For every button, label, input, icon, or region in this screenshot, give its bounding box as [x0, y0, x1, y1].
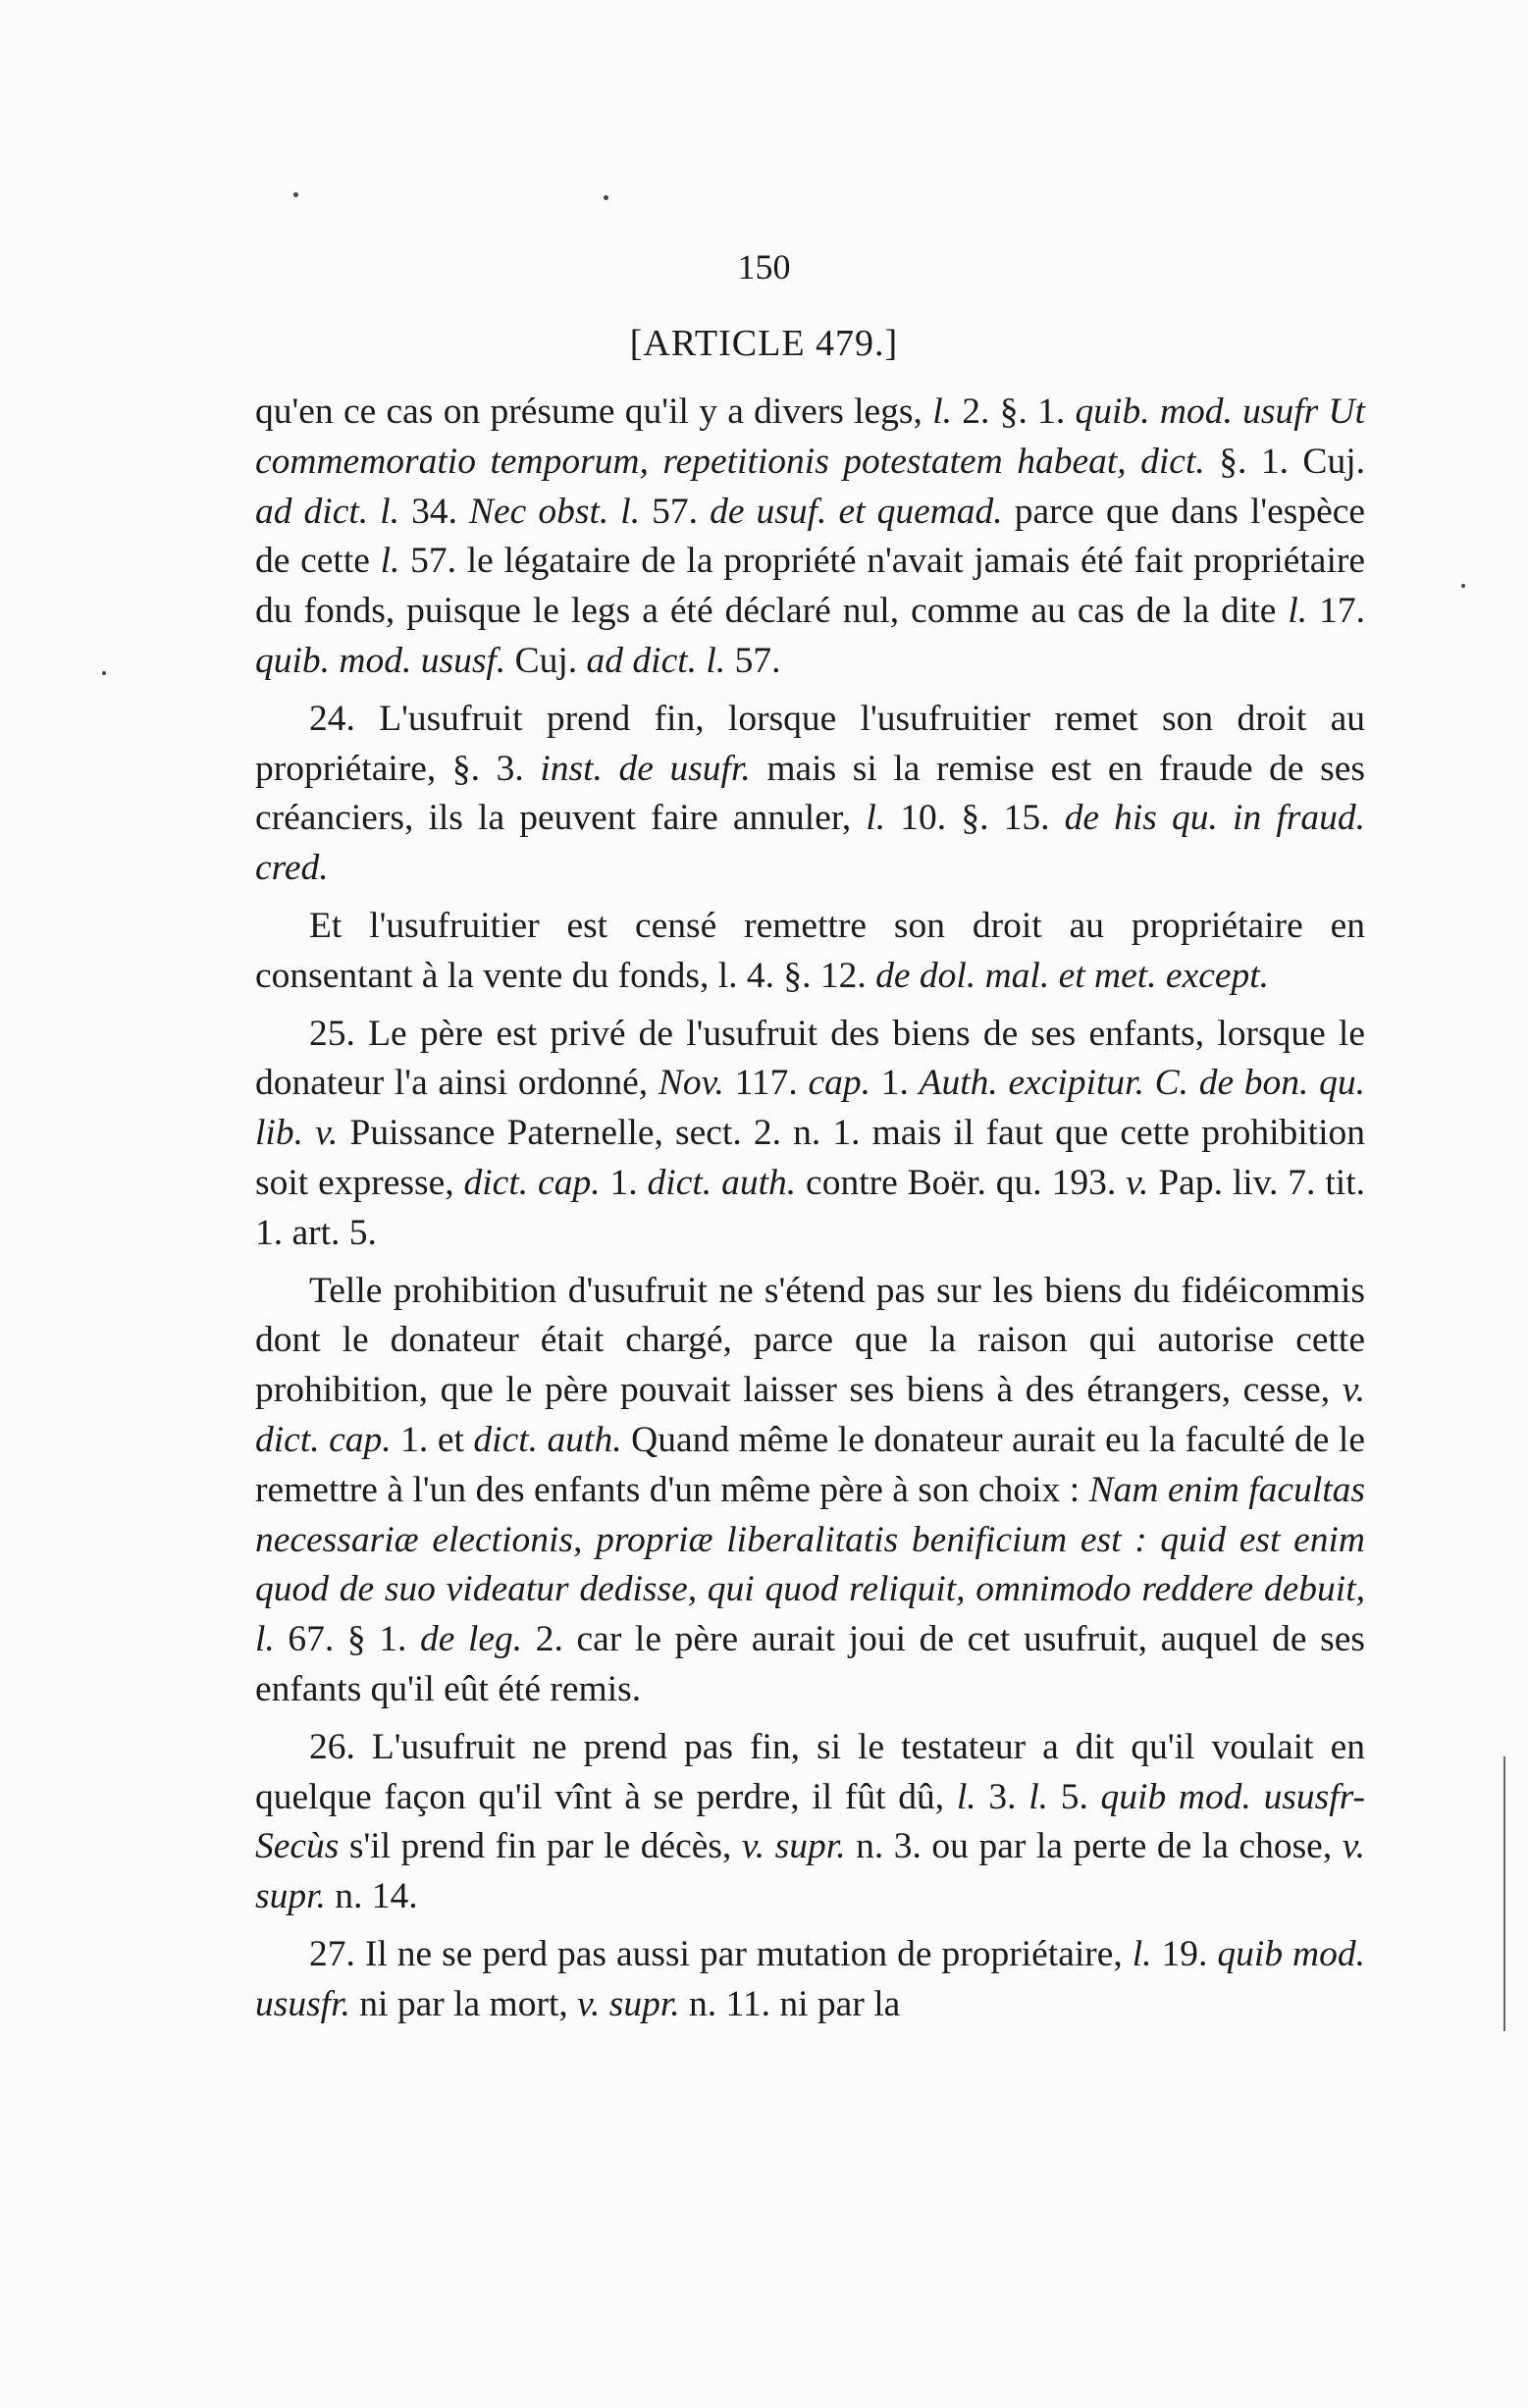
paragraph: [255, 1010, 1365, 1259]
text-run: Puissance Paternelle, sect. 2. n. 1. mais il faut que cette prohibition soit expresse,: [255, 1113, 1365, 1203]
italic-citation: v.: [1126, 1162, 1149, 1203]
italic-citation: Nov.: [658, 1063, 724, 1104]
paragraph: [255, 902, 1365, 1002]
text-run: 10. §. 15.: [885, 798, 1065, 839]
italic-citation: l.: [932, 392, 952, 432]
italic-citation: l.: [866, 798, 886, 839]
italic-citation: v. supr.: [741, 1826, 846, 1867]
italic-citation: l.: [380, 541, 400, 582]
text-run: §. 1. Cuj.: [1204, 441, 1365, 482]
scan-edge-line: [1503, 1756, 1505, 2031]
italic-citation: de usuf. et quemad.: [710, 491, 1003, 532]
italic-citation: v. supr.: [577, 1983, 680, 2024]
ink-speck: [102, 671, 106, 675]
ink-speck: [604, 195, 608, 200]
text-run: Pap. liv. 7. tit. 1. art. 5.: [255, 1162, 1365, 1253]
italic-citation: ad dict. l.: [586, 640, 726, 681]
text-run: mais si la remise est en fraude de ses créanciers, ils la peuvent faire annuler,: [255, 748, 1366, 839]
text-run: 2. §. 1.: [951, 392, 1076, 432]
page-number: 150: [737, 247, 791, 287]
italic-citation: cap.: [808, 1063, 871, 1104]
paragraph: [255, 1723, 1365, 1922]
text-run: Telle prohibition d'usufruit ne s'étend pas sur les biens du fidéicommis dont le donateur était chargé, parce que la raison qui autorise cette prohibition, que le père pouvait laisser ses biens à des étrangers, cesse,: [255, 1270, 1365, 1411]
running-head: [ARTICLE 479.]: [629, 323, 899, 364]
text-run: n. 3. ou par la perte de la chose,: [845, 1826, 1343, 1867]
text-run: 25. Le père est privé de l'usufruit des biens de ses enfants, lorsque le donateur l'a ainsi ordonné,: [255, 1013, 1365, 1104]
italic-citation: v. supr.: [255, 1826, 1365, 1917]
italic-citation: ad dict. l.: [255, 491, 400, 532]
italic-citation: l.: [1288, 591, 1308, 632]
text-run: 5.: [1048, 1776, 1101, 1817]
italic-citation: quib mod. ususfr- Secùs: [255, 1776, 1366, 1867]
italic-citation: quib. mod. usufr Ut commemoratio temporum, repetitionis potestatem habeat, dict.: [255, 392, 1366, 482]
italic-citation: dict. auth.: [647, 1162, 797, 1203]
text-run: 1. et: [391, 1419, 474, 1460]
paragraph: [255, 388, 1365, 687]
italic-citation: l.: [956, 1776, 976, 1817]
paragraph: [255, 1930, 1365, 2030]
text-run: 19.: [1151, 1933, 1218, 1974]
italic-citation: Nam enim facultas necessariæ electionis, propriæ liberalitatis benificium est : quid est enim quod de suo videatur dedisse, qui quod reliquit, omnimodo reddere debuit, l.: [255, 1469, 1366, 1660]
text-run: 57.: [725, 640, 781, 681]
text-run: 17.: [1307, 591, 1366, 632]
text-run: 26. L'usufruit ne prend pas fin, si le testateur a dit qu'il voulait en quelque façon qu'il vînt à se perdre, il fût dû,: [255, 1726, 1365, 1817]
italic-citation: dict. auth.: [473, 1419, 622, 1460]
text-run: 1.: [600, 1162, 648, 1203]
text-run: 117.: [723, 1063, 809, 1104]
text-run: 27. Il ne se perd pas aussi par mutation de propriétaire,: [309, 1933, 1133, 1974]
italic-citation: Auth. excipitur. C. de bon. qu. lib. v.: [255, 1063, 1365, 1154]
italic-citation: Nec obst. l.: [469, 491, 641, 532]
italic-citation: de leg.: [419, 1619, 523, 1660]
italic-citation: l.: [1132, 1933, 1152, 1974]
italic-citation: l.: [1028, 1776, 1048, 1817]
italic-citation: v. dict. cap.: [255, 1370, 1365, 1460]
text-run: qu'en ce cas on présume qu'il y a divers legs,: [255, 392, 933, 432]
text-run: ni par la mort,: [349, 1983, 578, 2024]
text-run: n. 11. ni par la: [679, 1983, 901, 2024]
text-run: Et l'usufruitier est censé remettre son droit au propriétaire en consentant à la vente du fonds, l. 4. §. 12.: [255, 905, 1365, 996]
text-run: Cuj.: [505, 640, 587, 681]
ink-speck: [1461, 584, 1465, 588]
text-run: 1.: [870, 1063, 920, 1104]
text-run: 57. le légataire de la propriété n'avait jamais été fait propriétaire du fonds, puisque le legs a été déclaré nul, comme au cas de la dite: [255, 541, 1365, 632]
text-run: parce que dans l'espèce de cette: [255, 491, 1366, 582]
italic-citation: inst. de usufr.: [540, 748, 751, 789]
text-run: 2. car le père aurait joui de cet usufruit, auquel de ses enfants qu'il eût été remis.: [255, 1619, 1365, 1709]
italic-citation: dict. cap.: [463, 1162, 601, 1203]
paragraph: [255, 695, 1365, 894]
text-run: Quand même le donateur aurait eu la faculté de le remettre à l'un des enfants d'un même père à son choix :: [255, 1419, 1365, 1510]
text-run: 3.: [975, 1776, 1029, 1817]
text-run: s'il prend fin par le décès,: [339, 1826, 742, 1867]
text-run: 57.: [640, 491, 711, 532]
italic-citation: quib. mod. ususf.: [255, 640, 506, 681]
text-run: n. 14.: [325, 1876, 418, 1917]
text-run: 67. § 1.: [274, 1619, 420, 1660]
italic-citation: de his qu. in fraud. cred.: [255, 798, 1366, 889]
paragraph: [255, 1267, 1365, 1715]
body-text: [255, 388, 1365, 2030]
text-run: contre Boër. qu. 193.: [796, 1162, 1127, 1203]
ink-speck: [293, 192, 298, 197]
italic-citation: quib mod. ususfr.: [255, 1933, 1366, 2024]
text-run: 34.: [399, 491, 469, 532]
text-run: 24. L'usufruit prend fin, lorsque l'usufruitier remet son droit au propriétaire, §. 3.: [255, 698, 1365, 789]
italic-citation: de dol. mal. et met. except.: [875, 955, 1270, 996]
